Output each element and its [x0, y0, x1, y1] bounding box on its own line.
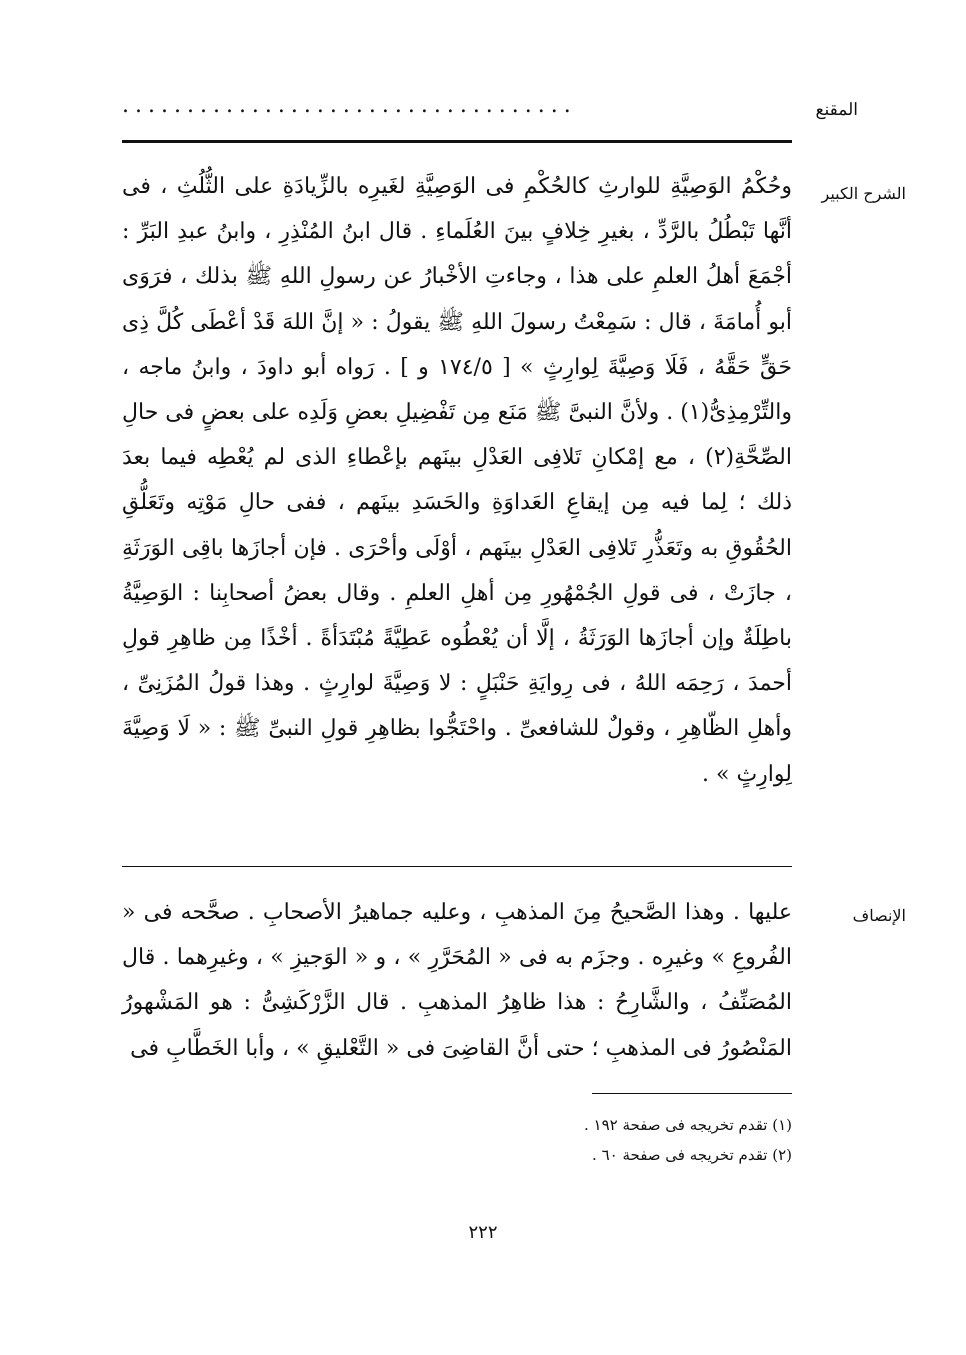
- footnote-rule: [592, 1093, 792, 1094]
- footnote-1: (١) تقدم تخريجه فى صفحة ١٩٢ .: [583, 1116, 792, 1134]
- insaf-margin-label: الإنصاف: [852, 906, 906, 925]
- footnote-2: (٢) تقدم تخريجه فى صفحة ٦٠ .: [592, 1146, 792, 1164]
- sharh-paragraph: وحُكْمُ الوَصِيَّةِ للوارثِ كالحُكْمِ فى الوَصِيَّةِ لغَيرِه بالزِّيادَةِ على الثُّلُثِ ، فى أنَّها تَبْطُلُ بالرَّدِّ ، بغيرِ خِلافٍ بينَ العُلَماءِ . قال ابنُ المُنْذِرِ ، وابنُ عبدِ البَرِّ : أجْمَعَ أهلُ العلمِ على هذا ، وجاءتِ الأخْبارُ عن رسولِ اللهِ ﷺ بذلك ، فرَوَى أبو أُمامَةَ ، قال : سَمِعْتُ رسولَ اللهِ ﷺ يقولُ : « إنَّ اللهَ قَدْ أعْطَى كُلَّ ذِى حَقٍّ حَقَّهُ ، فَلَا وَصِيَّةَ لِوارِثٍ » [ ١٧٤/٥ و ] . رَواه أبو داودَ ، وابنُ ماجه ، والتِّرْمِذِىُّ(١) . ولأنَّ النبىَّ ﷺ مَنَع مِن تَفْضِيلِ بعضِ وَلَدِه على بعضٍ فى حالِ الصِّحَّةِ(٢) ، مع إمْكانِ تَلافِى العَدْلِ بينَهم بإعْطاءِ الذى لم يُعْطِه فيما بعدَ ذلك ؛ لِما فيه مِن إيقاعِ العَداوَةِ والحَسَدِ بينَهم ، ففى حالِ مَوْتِه وتَعَلُّقِ الحُقُوقِ به وتَعَذُّرِ تَلافِى العَدْلِ بينَهم ، أوْلَى وأحْرَى . فإن أجازَها باقِى الوَرَثَةِ ، جازَتْ ، فى قولِ الجُمْهُورِ مِن أهلِ العلمِ . وقال بعضُ أصحابِنا : الوَصِيَّةُ باطِلَةٌ وإن أجازَها الوَرَثَةُ ، إلَّا أن يُعْطُوه عَطِيَّةً مُبْتَدَأةً . أخْذًا مِن ظاهِرِ قولِ أحمدَ ، رَحِمَه اللهُ ، فى رِوايَةِ حَنْبَلٍ : لا وَصِيَّةَ لوارِثٍ . وهذا قولُ المُزَنِىِّ ، وأهلِ الظّاهِرِ ، وقولٌ للشافعىِّ . واحْتَجُّوا بظاهِرِ قولِ النبىِّ ﷺ : « لَا وَصِيَّةَ لِوارِثٍ » .: [122, 174, 792, 787]
- running-header-title: المقنع: [815, 100, 858, 120]
- insaf-body-text: [122, 890, 792, 1071]
- footnotes: [584, 1110, 792, 1170]
- sharh-margin-label: الشرح الكبير: [821, 184, 906, 203]
- insaf-paragraph: عليها . وهذا الصَّحيحُ مِنَ المذهبِ ، وعليه جماهيرُ الأصحابِ . صحَّحه فى « الفُروعِ » وغيرِه . وجزَم به فى « المُحَرَّرِ » ، و « الوَجيزِ » ، وغيرِهما . قال المُصَنِّفُ ، والشَّارِحُ : هذا ظاهِرُ المذهبِ . قال الزَّرْكَشِىُّ : هو المَشْهورُ المَنْصُورُ فى المذهبِ ؛ حتى أنَّ القاضِىَ فى « التَّعْليقِ » ، وأبا الخَطَّابِ فى: [122, 900, 792, 1061]
- header-rule: [122, 140, 792, 143]
- section-divider: [122, 866, 792, 867]
- page-number: ٢٢٢: [468, 1222, 498, 1243]
- sharh-body-text: [122, 164, 792, 797]
- header-dotted-leader: ...................................: [122, 93, 577, 118]
